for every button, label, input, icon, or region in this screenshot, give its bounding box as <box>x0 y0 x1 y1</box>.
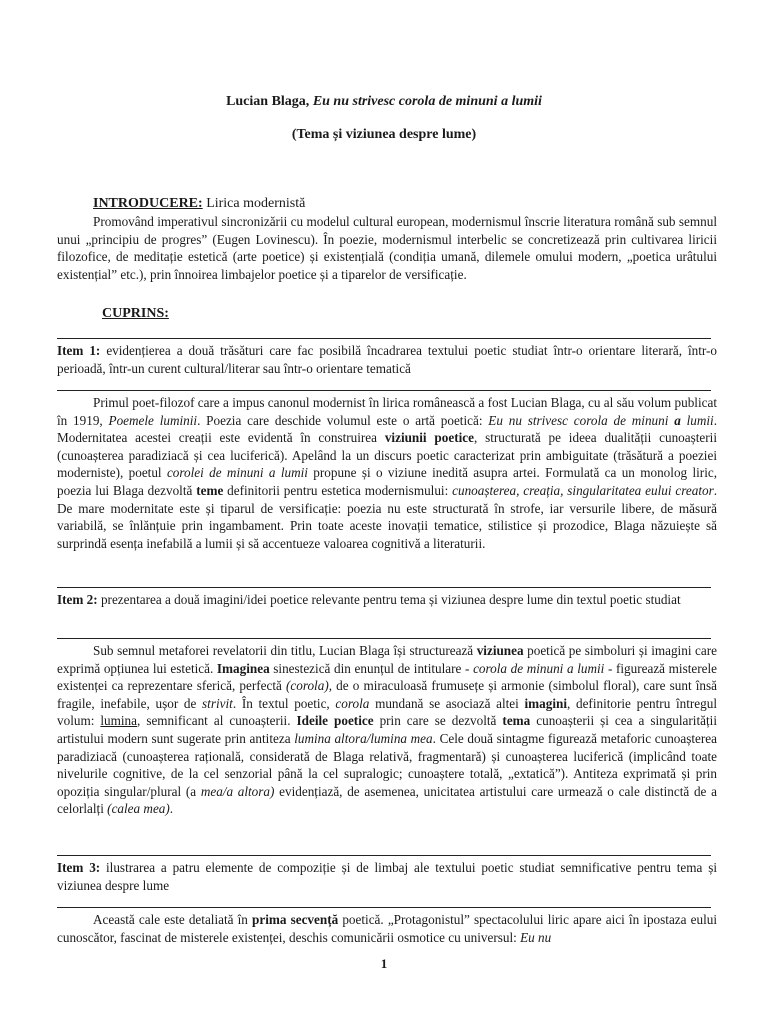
page-number: 1 <box>380 956 388 971</box>
item-1-text: evidențierea a două trăsături care fac posibilă încadrarea textului poetic studiat într-o orientare literară, într-o perioadă, într-un curent cultural/literar sau într-o orientare tematică <box>57 343 717 376</box>
item-3-label: Item 3: <box>57 860 101 875</box>
item-1-paragraph: Primul poet-filozof care a impus canonul modernist în lirica românească a fost Lucian Blaga, cu al său volum publicat în 1919, Poemele luminii. Poezia care deschide volumul este o artă poetică: Eu nu strivesc corola de minuni a lumii. Modernitatea acestei creații este evidentă în construirea viziunii poetice, structurată pe ideea dualității cunoașterii (cunoașterea paradiziacă și cea luciferică). Apelând la un discurs poetic caracterizat prin ambiguitate (trăsătură a poeziei moderniste), poetul corolei de minuni a lumii propune și o viziune inedită asupra artei. Formulată ca un monolog liric, poezia lui Blaga dezvoltă teme definitorii pentru estetica modernismului: cunoașterea, creația, singularitatea eului creator. De mare modernitate este și tiparul de versificație: poezia nu este structurată în strofe, iar versurile libere, de măsură variabilă, se înlănțuie prin ingambament. Prin toate aceste inovații tematice, stilistice și prozodice, Blaga năzuiește să surprindă esența inefabilă a lumii și să accentueze valoarea cognitivă a literaturii. <box>57 395 718 551</box>
item-1 <box>57 342 717 377</box>
item-1-label: Item 1: <box>57 343 101 358</box>
cuprins-heading: CUPRINS: <box>102 306 169 321</box>
divider <box>57 638 711 639</box>
item-2-paragraph: Sub semnul metaforei revelatorii din titlu, Lucian Blaga își structurează viziunea poetică pe simboluri și imagini care exprimă opțiunea lui estetică. Imaginea sinestezică din enunțul de intitulare - corola de minuni a lumii - figurează misterele existenței ca reprezentare sferică, perfectă (corola), de o miraculoasă frumusețe și armonie (simbolul floral), care sunt însă fragile, inefabile, ușor de strivit. În textul poetic, corola mundană se asociază altei imagini, definitorie pentru întregul volum: lumina, semnificant al cunoașterii. Ideile poetice prin care se dezvoltă tema cunoașterii și cea a singularității artistului modern sunt sugerate prin antiteza lumina altora/lumina mea. Cele două sintagme figurează metaforic cunoașterea paradiziacă (cunoașterea rațională, considerată de Blaga relativă, fragmentară) și cunoașterea luciferică (implicând toate nivelurile cognitive, de la cel senzorial până la cel supralogic; cunoaștere totală, „extatică”). Antiteza exprimată și prin opoziția singular/plural (a mea/a altora) evidențiază, de asemenea, unicitatea artistului care urmează o cale distinctă de a celorlalți (calea mea). <box>57 643 718 817</box>
divider <box>57 338 711 339</box>
document-subtitle: (Tema și viziunea despre lume) <box>291 127 477 142</box>
intro-label: INTRODUCERE: <box>93 196 203 211</box>
title-author: Lucian Blaga, <box>226 94 310 109</box>
item-3 <box>57 859 717 894</box>
intro-topic: Lirica modernistă <box>206 196 306 211</box>
divider <box>57 855 711 856</box>
title-work: Eu nu strivesc corola de minuni a lumii <box>312 94 542 109</box>
item-3-text: ilustrarea a patru elemente de compoziție și de limbaj ale textului poetic studiat semnificative pentru tema și viziunea despre lume <box>57 860 718 893</box>
intro-heading <box>93 196 305 212</box>
divider <box>57 390 711 391</box>
divider <box>57 907 711 908</box>
divider <box>57 587 711 588</box>
document-title <box>0 94 768 110</box>
item-2-label: Item 2: <box>57 592 98 607</box>
intro-paragraph: Promovând imperativul sincronizării cu modelul cultural european, modernismul înscrie literatura română sub semnul unui „principiu de progres” (Eugen Lovinescu). În poezie, modernismul interbelic se concretizează prin cultivarea liricii filozofice, de meditație estetică (arte poetice) și existențială (condiția umană, dilemele omului modern, „poetica urâtului existențial” etc.), prin înnoirea limbajelor poetice și a tiparelor de versificație. <box>57 214 717 282</box>
item-2 <box>57 591 717 609</box>
item-3-paragraph: Această cale este detaliată în prima secvență poetică. „Protagonistul” spectacolului liric apare aici în ipostaza eului cunoscător, fascinat de misterele existenței, deschis comunicării osmotice cu universul: Eu nu <box>57 912 717 945</box>
item-2-text: prezentarea a două imagini/idei poetice relevante pentru tema și viziunea despre lume din textul poetic studiat <box>100 592 681 607</box>
